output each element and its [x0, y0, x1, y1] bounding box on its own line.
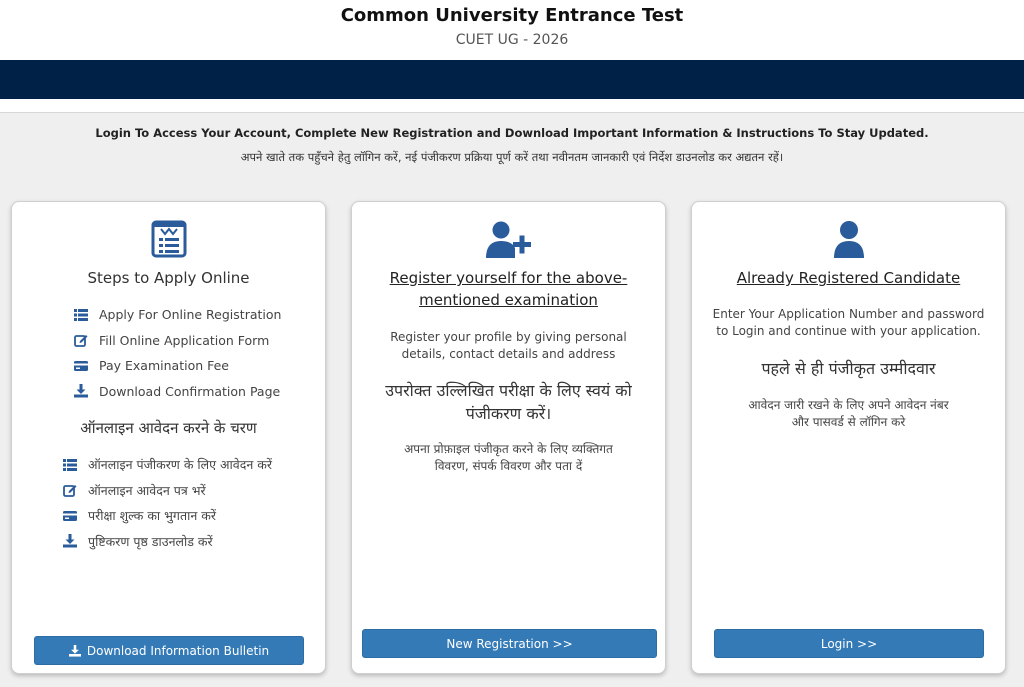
- user-plus-icon: [352, 220, 665, 260]
- step-label: Apply For Online Registration: [99, 307, 282, 323]
- register-description-hindi: अपना प्रोफ़ाइल पंजीकृत करने के लिए व्यक्तिगत विवरण, संपर्क विवरण और पता दें: [404, 442, 613, 473]
- edit-icon: [63, 483, 77, 497]
- new-registration-button[interactable]: [362, 629, 657, 658]
- form-list-icon: [12, 220, 325, 260]
- step-label: परीक्षा शुल्क का भुगतान करें: [88, 508, 216, 524]
- step-label: ऑनलाइन आवेदन पत्र भरें: [88, 482, 206, 498]
- button-label: New Registration >>: [446, 636, 573, 651]
- card-icon: [74, 359, 88, 373]
- download-icon: [69, 645, 81, 657]
- login-description: Enter Your Application Number and password to Login and continue with your application.: [712, 307, 985, 338]
- site-header: [0, 0, 1024, 60]
- edit-icon: [74, 333, 88, 347]
- intro-text-english: Login To Access Your Account, Complete New Registration and Download Important Information & Instructions To Stay Updated.: [95, 126, 929, 140]
- login-title-hindi: पहले से ही पंजीकृत उम्मीदवार: [761, 359, 936, 378]
- list-item: [74, 328, 281, 354]
- download-icon: [74, 384, 88, 398]
- register-description: Register your profile by giving personal details, contact details and address: [390, 330, 627, 361]
- list-item: [74, 379, 281, 405]
- register-title-hindi: उपरोक्त उल्लिखित परीक्षा के लिए स्वयं को पंजीकरण करें।: [385, 381, 632, 423]
- step-label: पुष्टिकरण पृष्ठ डाउनलोड करें: [88, 533, 213, 549]
- list-item: [63, 452, 272, 478]
- list-item: [63, 503, 272, 529]
- list-item: [63, 529, 272, 555]
- navbar: [0, 60, 1024, 99]
- steps-list-hindi: [63, 452, 272, 554]
- navbar-spacer: [0, 99, 1024, 113]
- page-subtitle: CUET UG - 2026: [455, 32, 569, 48]
- step-label: ऑनलाइन पंजीकरण के लिए आवेदन करें: [88, 457, 272, 473]
- list-item: [74, 302, 281, 328]
- list-item: [74, 353, 281, 379]
- button-label: Download Information Bulletin: [86, 643, 270, 658]
- step-label: Fill Online Application Form: [99, 332, 270, 348]
- steps-list-english: [74, 302, 281, 404]
- list-icon: [74, 308, 88, 322]
- user-icon: [692, 220, 1005, 260]
- button-label: Login >>: [820, 636, 878, 651]
- step-label: Pay Examination Fee: [99, 358, 229, 374]
- list-item: [63, 478, 272, 504]
- register-title[interactable]: Register yourself for the above-mentioned examination: [389, 269, 628, 309]
- login-title[interactable]: Already Registered Candidate: [736, 269, 961, 287]
- page-title: Common University Entrance Test: [340, 5, 684, 26]
- login-button[interactable]: [714, 629, 984, 658]
- card-icon: [63, 509, 77, 523]
- download-bulletin-button[interactable]: [34, 636, 304, 665]
- steps-card: [11, 201, 326, 674]
- register-card: [351, 201, 666, 674]
- download-icon: [63, 534, 77, 548]
- login-description-hindi: आवेदन जारी रखने के लिए अपने आवेदन नंबर और पासवर्ड से लॉगिन करे: [748, 398, 949, 429]
- steps-title-hindi: ऑनलाइन आवेदन करने के चरण: [80, 419, 257, 437]
- intro-text-hindi: अपने खाते तक पहुँचने हेतु लॉगिन करें, नई पंजीकरण प्रक्रिया पूर्ण करें तथा नवीनतम जानकारी एवं निर्देश डाउनलोड कर अद्यतन रहें।: [240, 150, 784, 164]
- list-icon: [63, 458, 77, 472]
- login-card: [691, 201, 1006, 674]
- step-label: Download Confirmation Page: [99, 383, 281, 399]
- steps-title: Steps to Apply Online: [87, 269, 250, 287]
